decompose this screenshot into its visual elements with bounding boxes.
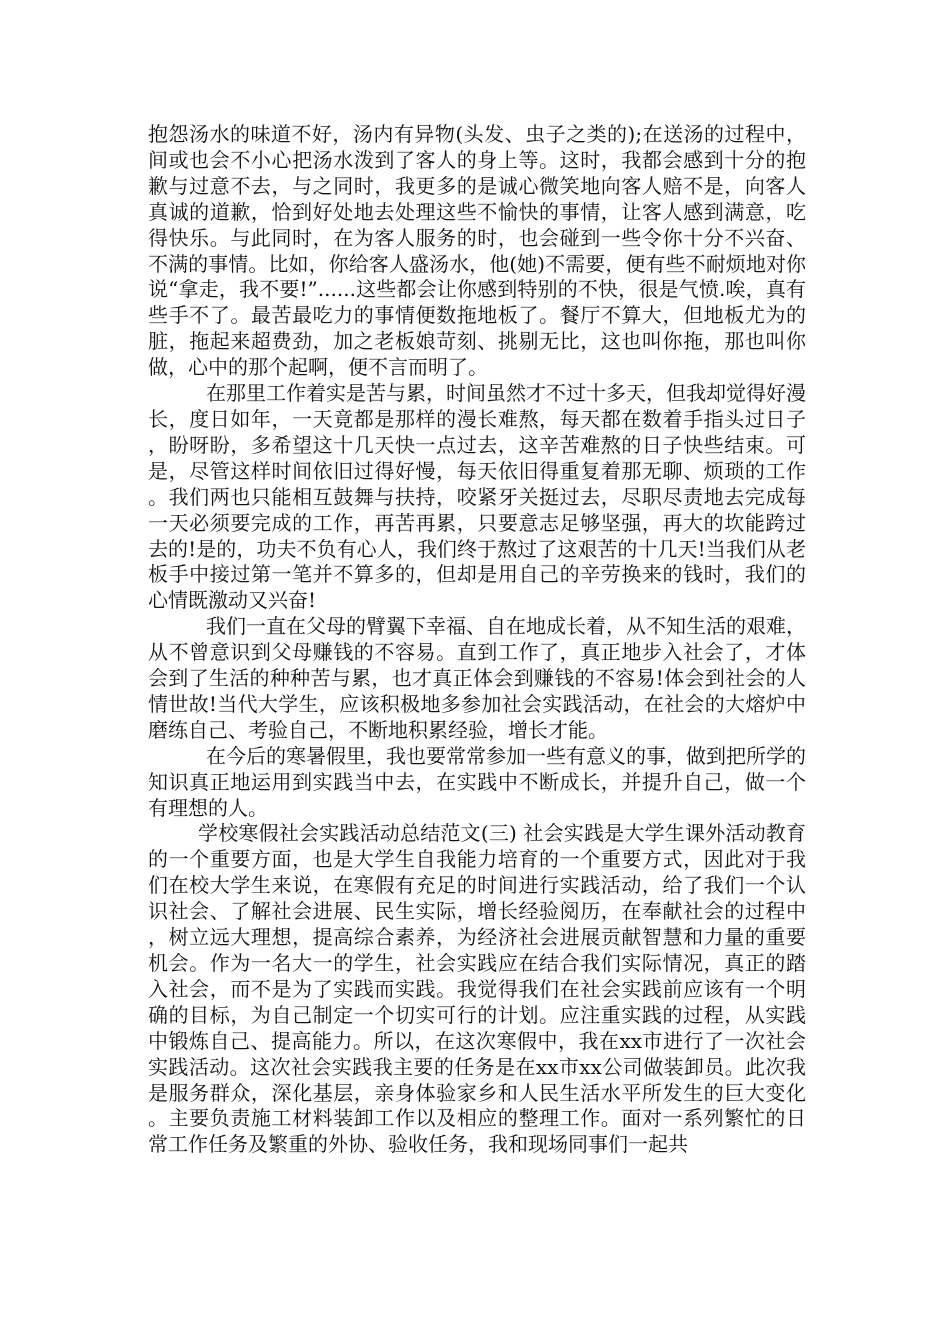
paragraph-3: 我们一直在父母的臂翼下幸福、自在地成长着，从不知生活的艰难，从不曾意识到父母赚钱的不容易。直到工作了，真正地步入社会了，才体会到了生活的种种苦与累，也才真正体会到赚钱的不容易!体会到社会的人情世故!当代大学生，应该积极地多参加社会实践活动，在社会的大熔炉中磨练自己、考验自己，不断地积累经验，增长才能。 [148, 614, 806, 742]
paragraph-4: 在今后的寒暑假里，我也要常常参加一些有意义的事，做到把所学的知识真正地运用到实践当中去，在实践中不断成长，并提升自己，做一个有理想的人。 [148, 743, 806, 820]
paragraph-2: 在那里工作着实是苦与累，时间虽然才不过十多天，但我却觉得好漫长，度日如年，一天竟都是那样的漫长难熬，每天都在数着手指头过日子，盼呀盼，多希望这十几天快一点过去，这辛苦难熬的日子快些结束。可是，尽管这样时间依旧过得好慢，每天依旧得重复着那无聊、烦琐的工作。我们两也只能相互鼓舞与扶持，咬紧牙关挺过去，尽职尽责地去完成每一天必须要完成的工作，再苦再累，只要意志足够坚强，再大的坎能跨过去的!是的，功夫不负有心人，我们终于熬过了这艰苦的十几天!当我们从老板手中接过第一笔并不算多的，但却是用自己的辛劳换来的钱时，我们的心情既激动又兴奋! [148, 381, 806, 613]
paragraph-1: 抱怨汤水的味道不好，汤内有异物(头发、虫子之类的);在送汤的过程中，间或也会不小心把汤水泼到了客人的身上等。这时，我都会感到十分的抱歉与过意不去，与之同时，我更多的是诚心微笑地向客人赔不是，向客人真诚的道歉，恰到好处地去处理这些不愉快的事情，让客人感到满意，吃得快乐。与此同时，在为客人服务的时，也会碰到一些令你十分不兴奋、不满的事情。比如，你给客人盛汤水，他(她)不需要，便有些不耐烦地对你说“拿走，我不要!”......这些都会让你感到特别的不快，很是气愤.唉，真有些手不了。最苦最吃力的事情便数拖地板了。餐厅不算大，但地板尤为的脏，拖起来超费劲，加之老板娘苛刻、挑剔无比，这也叫你拖，那也叫你做，心中的那个起啊，便不言而明了。 [148, 122, 806, 380]
document-page [148, 122, 806, 1158]
paragraph-5: 学校寒假社会实践活动总结范文(三) 社会实践是大学生课外活动教育的一个重要方面，也是大学生自我能力培育的一个重要方式，因此对于我们在校大学生来说，在寒假有充足的时间进行实践活动，给了我们一个认识社会、了解社会进展、民生实际，增长经验阅历，在奉献社会的过程中，树立远大理想，提高综合素养，为经济社会进展贡献智慧和力量的重要机会。作为一名大一的学生，社会实践应在结合我们实际情况，真正的踏入社会，而不是为了实践而实践。我觉得我们在社会实践前应该有一个明确的目标，为自己制定一个切实可行的计划。应注重实践的过程，从实践中锻炼自己、提高能力。所以，在这次寒假中，我在xx市进行了一次社会实践活动。这次社会实践我主要的任务是在xx市xx公司做装卸员。此次我是服务群众，深化基层，亲身体验家乡和人民生活水平所发生的巨大变化。主要负责施工材料装卸工作以及相应的整理工作。面对一系列繁忙的日常工作任务及繁重的外协、验收任务，我和现场同事们一起共 [148, 821, 806, 1157]
